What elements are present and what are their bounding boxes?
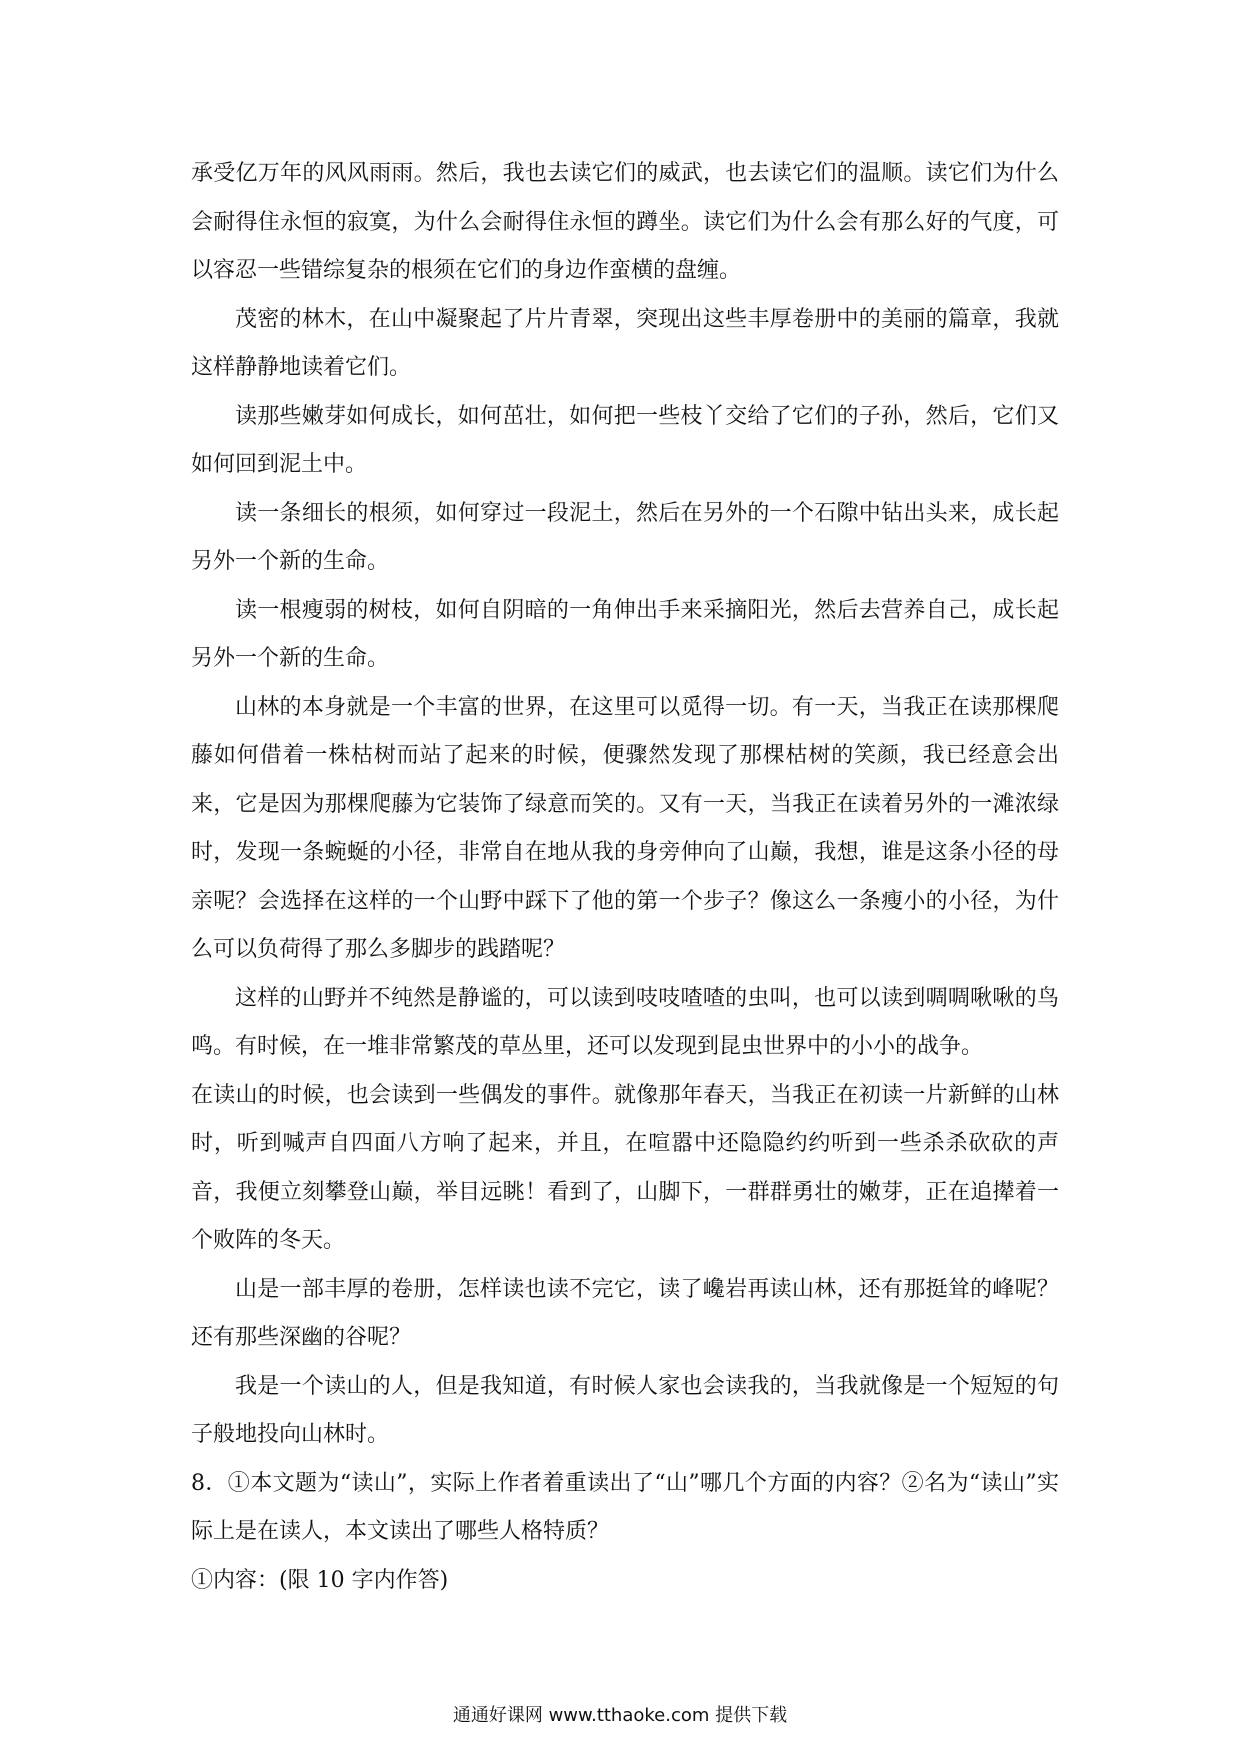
paragraph-9: 山是一部丰厚的卷册，怎样读也读不完它，读了巉岩再读山林，还有那挺耸的峰呢？还有那些深幽的谷呢？ xyxy=(191,1276,1059,1350)
paragraph-10: 我是一个读山的人，但是我知道，有时候人家也会读我的，当我就像是一个短短的句子般地投向山林时。 xyxy=(191,1373,1059,1447)
paragraph-5: 读一根瘦弱的树枝，如何自阴暗的一角伸出手来采摘阳光，然后去营养自己，成长起另外一个新的生命。 xyxy=(191,597,1059,671)
page-footer: 通通好课网 www.tthaoke.com 提供下载 xyxy=(452,1705,788,1726)
paragraph-7: 这样的山野并不纯然是静谧的，可以读到吱吱喳喳的虫叫，也可以读到啁啁啾啾的鸟鸣。有时候，在一堆非常繁茂的草丛里，还可以发现到昆虫世界中的小小的战争。 xyxy=(191,985,1059,1059)
passage-body xyxy=(191,150,1059,1605)
paragraph-6: 山林的本身就是一个丰富的世界，在这里可以觅得一切。有一天，当我正在读那棵爬藤如何借着一株枯树而站了起来的时候，便骤然发现了那棵枯树的笑颜，我已经意会出来，它是因为那棵爬藤为它装饰了绿意而笑的。又有一天，当我正在读着另外的一滩浓绿时，发现一条蜿蜒的小径，非常自在地从我的身旁伸向了山巅，我想，谁是这条小径的母亲呢？会选择在这样的一个山野中踩下了他的第一个步子？像这么一条瘦小的小径，为什么可以负荷得了那么多脚步的践踏呢？ xyxy=(191,694,1059,962)
question-8: 8．①本文题为“读山”，实际上作者着重读出了“山”哪几个方面的内容？②名为“读山”实际上是在读人，本文读出了哪些人格特质？ xyxy=(191,1470,1059,1544)
paragraph-1: 承受亿万年的风风雨雨。然后，我也去读它们的威武，也去读它们的温顺。读它们为什么会耐得住永恒的寂寞，为什么会耐得住永恒的蹲坐。读它们为什么会有那么好的气度，可以容忍一些错综复杂的根须在它们的身边作蛮横的盘缠。 xyxy=(191,161,1059,283)
paragraph-3: 读那些嫩芽如何成长，如何茁壮，如何把一些枝丫交给了它们的子孙，然后，它们又如何回到泥土中。 xyxy=(191,403,1059,477)
paragraph-4: 读一条细长的根须，如何穿过一段泥土，然后在另外的一个石隙中钻出头来，成长起另外一个新的生命。 xyxy=(191,500,1059,574)
paragraph-8: 在读山的时候，也会读到一些偶发的事件。就像那年春天，当我正在初读一片新鲜的山林时，听到喊声自四面八方响了起来，并且，在喧嚣中还隐隐约约听到一些杀杀砍砍的声音，我便立刻攀登山巅，举目远眺！看到了，山脚下，一群群勇壮的嫩芽，正在追撵着一个败阵的冬天。 xyxy=(191,1082,1059,1253)
answer-prompt: ①内容：(限 10 字内作答) xyxy=(191,1567,449,1593)
paragraph-2: 茂密的林木，在山中凝聚起了片片青翠，突现出这些丰厚卷册中的美丽的篇章，我就这样静静地读着它们。 xyxy=(191,306,1059,380)
